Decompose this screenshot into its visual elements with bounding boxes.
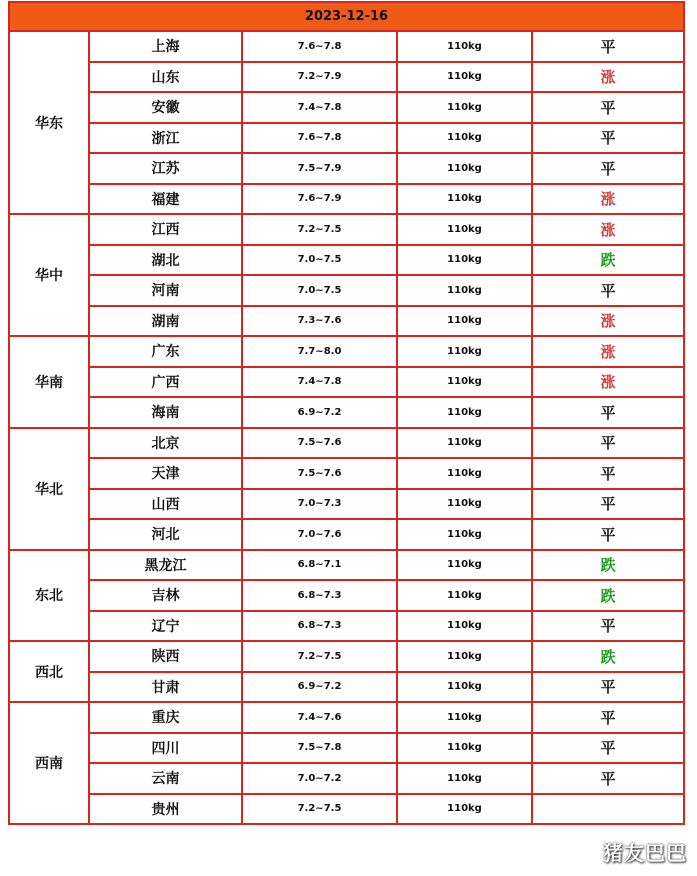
- trend-cell: 平: [532, 519, 684, 550]
- price-range-cell: 7.0~7.5: [242, 275, 397, 306]
- weight-cell: 110kg: [397, 275, 532, 306]
- trend-cell: 平: [532, 123, 684, 154]
- weight-cell: 110kg: [397, 702, 532, 733]
- table-row: [9, 245, 684, 276]
- trend-cell: 平: [532, 763, 684, 794]
- table-row: [9, 519, 684, 550]
- weight-cell: 110kg: [397, 214, 532, 245]
- price-range-cell: 7.7~8.0: [242, 336, 397, 367]
- weight-cell: 110kg: [397, 336, 532, 367]
- trend-cell: 涨: [532, 62, 684, 93]
- price-range-cell: 7.0~7.5: [242, 245, 397, 276]
- price-range-cell: 6.9~7.2: [242, 672, 397, 703]
- table-row: [9, 275, 684, 306]
- weight-cell: 110kg: [397, 306, 532, 337]
- trend-cell: 平: [532, 458, 684, 489]
- table-row: [9, 184, 684, 215]
- table-row: [9, 62, 684, 93]
- watermark-logo: 猪友巴巴: [603, 841, 687, 865]
- trend-cell: 涨: [532, 306, 684, 337]
- weight-cell: 110kg: [397, 92, 532, 123]
- price-range-cell: 6.8~7.1: [242, 550, 397, 581]
- province-cell: 黑龙江: [89, 550, 242, 581]
- trend-cell: 平: [532, 702, 684, 733]
- province-cell: 湖北: [89, 245, 242, 276]
- price-range-cell: 7.3~7.6: [242, 306, 397, 337]
- price-range-cell: 7.6~7.8: [242, 31, 397, 62]
- province-cell: 浙江: [89, 123, 242, 154]
- trend-cell: 跌: [532, 550, 684, 581]
- price-range-cell: 7.0~7.3: [242, 489, 397, 520]
- price-range-cell: 7.2~7.5: [242, 641, 397, 672]
- province-cell: 海南: [89, 397, 242, 428]
- trend-cell: 平: [532, 275, 684, 306]
- weight-cell: 110kg: [397, 611, 532, 642]
- table-row: [9, 31, 684, 62]
- weight-cell: 110kg: [397, 123, 532, 154]
- weight-cell: 110kg: [397, 153, 532, 184]
- trend-cell: 跌: [532, 580, 684, 611]
- price-range-cell: 6.8~7.3: [242, 611, 397, 642]
- trend-cell: 平: [532, 733, 684, 764]
- weight-cell: 110kg: [397, 580, 532, 611]
- trend-cell: 平: [532, 428, 684, 459]
- region-cell: 华东: [9, 31, 89, 214]
- trend-cell: 平: [532, 153, 684, 184]
- province-cell: 陕西: [89, 641, 242, 672]
- province-cell: 河北: [89, 519, 242, 550]
- weight-cell: 110kg: [397, 672, 532, 703]
- weight-cell: 110kg: [397, 763, 532, 794]
- province-cell: 广东: [89, 336, 242, 367]
- table-row: [9, 489, 684, 520]
- province-cell: 重庆: [89, 702, 242, 733]
- trend-cell: 跌: [532, 641, 684, 672]
- province-cell: 四川: [89, 733, 242, 764]
- weight-cell: 110kg: [397, 62, 532, 93]
- table-row: [9, 92, 684, 123]
- weight-cell: 110kg: [397, 367, 532, 398]
- header-row: [9, 2, 684, 31]
- table-row: [9, 458, 684, 489]
- region-cell: 东北: [9, 550, 89, 642]
- price-range-cell: 7.5~7.6: [242, 428, 397, 459]
- trend-cell: 跌: [532, 245, 684, 276]
- province-cell: 广西: [89, 367, 242, 398]
- trend-cell: 平: [532, 397, 684, 428]
- trend-cell: [532, 794, 684, 825]
- price-range-cell: 7.2~7.9: [242, 62, 397, 93]
- table-row: [9, 794, 684, 825]
- trend-cell: 平: [532, 672, 684, 703]
- province-cell: 天津: [89, 458, 242, 489]
- weight-cell: 110kg: [397, 489, 532, 520]
- weight-cell: 110kg: [397, 245, 532, 276]
- price-range-cell: 7.2~7.5: [242, 794, 397, 825]
- province-cell: 江苏: [89, 153, 242, 184]
- weight-cell: 110kg: [397, 184, 532, 215]
- region-cell: 华南: [9, 336, 89, 428]
- weight-cell: 110kg: [397, 428, 532, 459]
- price-range-cell: 7.6~7.9: [242, 184, 397, 215]
- table-row: [9, 641, 684, 672]
- trend-cell: 涨: [532, 336, 684, 367]
- price-range-cell: 7.5~7.6: [242, 458, 397, 489]
- table-row: [9, 306, 684, 337]
- weight-cell: 110kg: [397, 31, 532, 62]
- province-cell: 北京: [89, 428, 242, 459]
- price-range-cell: 7.0~7.6: [242, 519, 397, 550]
- province-cell: 辽宁: [89, 611, 242, 642]
- trend-cell: 平: [532, 31, 684, 62]
- table-row: [9, 611, 684, 642]
- date-header: 2023-12-16: [9, 2, 684, 31]
- province-cell: 云南: [89, 763, 242, 794]
- price-range-cell: 7.5~7.8: [242, 733, 397, 764]
- province-cell: 山东: [89, 62, 242, 93]
- price-range-cell: 7.0~7.2: [242, 763, 397, 794]
- region-cell: 西南: [9, 702, 89, 824]
- trend-cell: 平: [532, 92, 684, 123]
- province-cell: 山西: [89, 489, 242, 520]
- trend-cell: 平: [532, 611, 684, 642]
- province-cell: 福建: [89, 184, 242, 215]
- trend-cell: 涨: [532, 214, 684, 245]
- table-row: [9, 733, 684, 764]
- province-cell: 安徽: [89, 92, 242, 123]
- weight-cell: 110kg: [397, 519, 532, 550]
- table-row: [9, 367, 684, 398]
- weight-cell: 110kg: [397, 641, 532, 672]
- price-range-cell: 7.6~7.8: [242, 123, 397, 154]
- table-row: [9, 397, 684, 428]
- price-range-cell: 7.4~7.8: [242, 367, 397, 398]
- province-cell: 贵州: [89, 794, 242, 825]
- province-cell: 河南: [89, 275, 242, 306]
- table-row: [9, 702, 684, 733]
- province-cell: 湖南: [89, 306, 242, 337]
- price-range-cell: 7.2~7.5: [242, 214, 397, 245]
- trend-cell: 涨: [532, 367, 684, 398]
- region-cell: 华中: [9, 214, 89, 336]
- price-range-cell: 6.9~7.2: [242, 397, 397, 428]
- table-row: [9, 336, 684, 367]
- region-cell: 西北: [9, 641, 89, 702]
- trend-cell: 平: [532, 489, 684, 520]
- price-range-cell: 7.4~7.8: [242, 92, 397, 123]
- weight-cell: 110kg: [397, 794, 532, 825]
- province-cell: 江西: [89, 214, 242, 245]
- price-range-cell: 7.4~7.6: [242, 702, 397, 733]
- table-row: [9, 153, 684, 184]
- table-row: [9, 763, 684, 794]
- table-row: [9, 580, 684, 611]
- price-range-cell: 6.8~7.3: [242, 580, 397, 611]
- table-row: [9, 214, 684, 245]
- table-row: [9, 123, 684, 154]
- weight-cell: 110kg: [397, 733, 532, 764]
- table-row: [9, 672, 684, 703]
- trend-cell: 涨: [532, 184, 684, 215]
- weight-cell: 110kg: [397, 458, 532, 489]
- region-cell: 华北: [9, 428, 89, 550]
- table-body: [9, 31, 684, 824]
- weight-cell: 110kg: [397, 397, 532, 428]
- price-range-cell: 7.5~7.9: [242, 153, 397, 184]
- pig-price-table: [8, 1, 685, 825]
- weight-cell: 110kg: [397, 550, 532, 581]
- province-cell: 甘肃: [89, 672, 242, 703]
- province-cell: 吉林: [89, 580, 242, 611]
- table-row: [9, 550, 684, 581]
- province-cell: 上海: [89, 31, 242, 62]
- table-row: [9, 428, 684, 459]
